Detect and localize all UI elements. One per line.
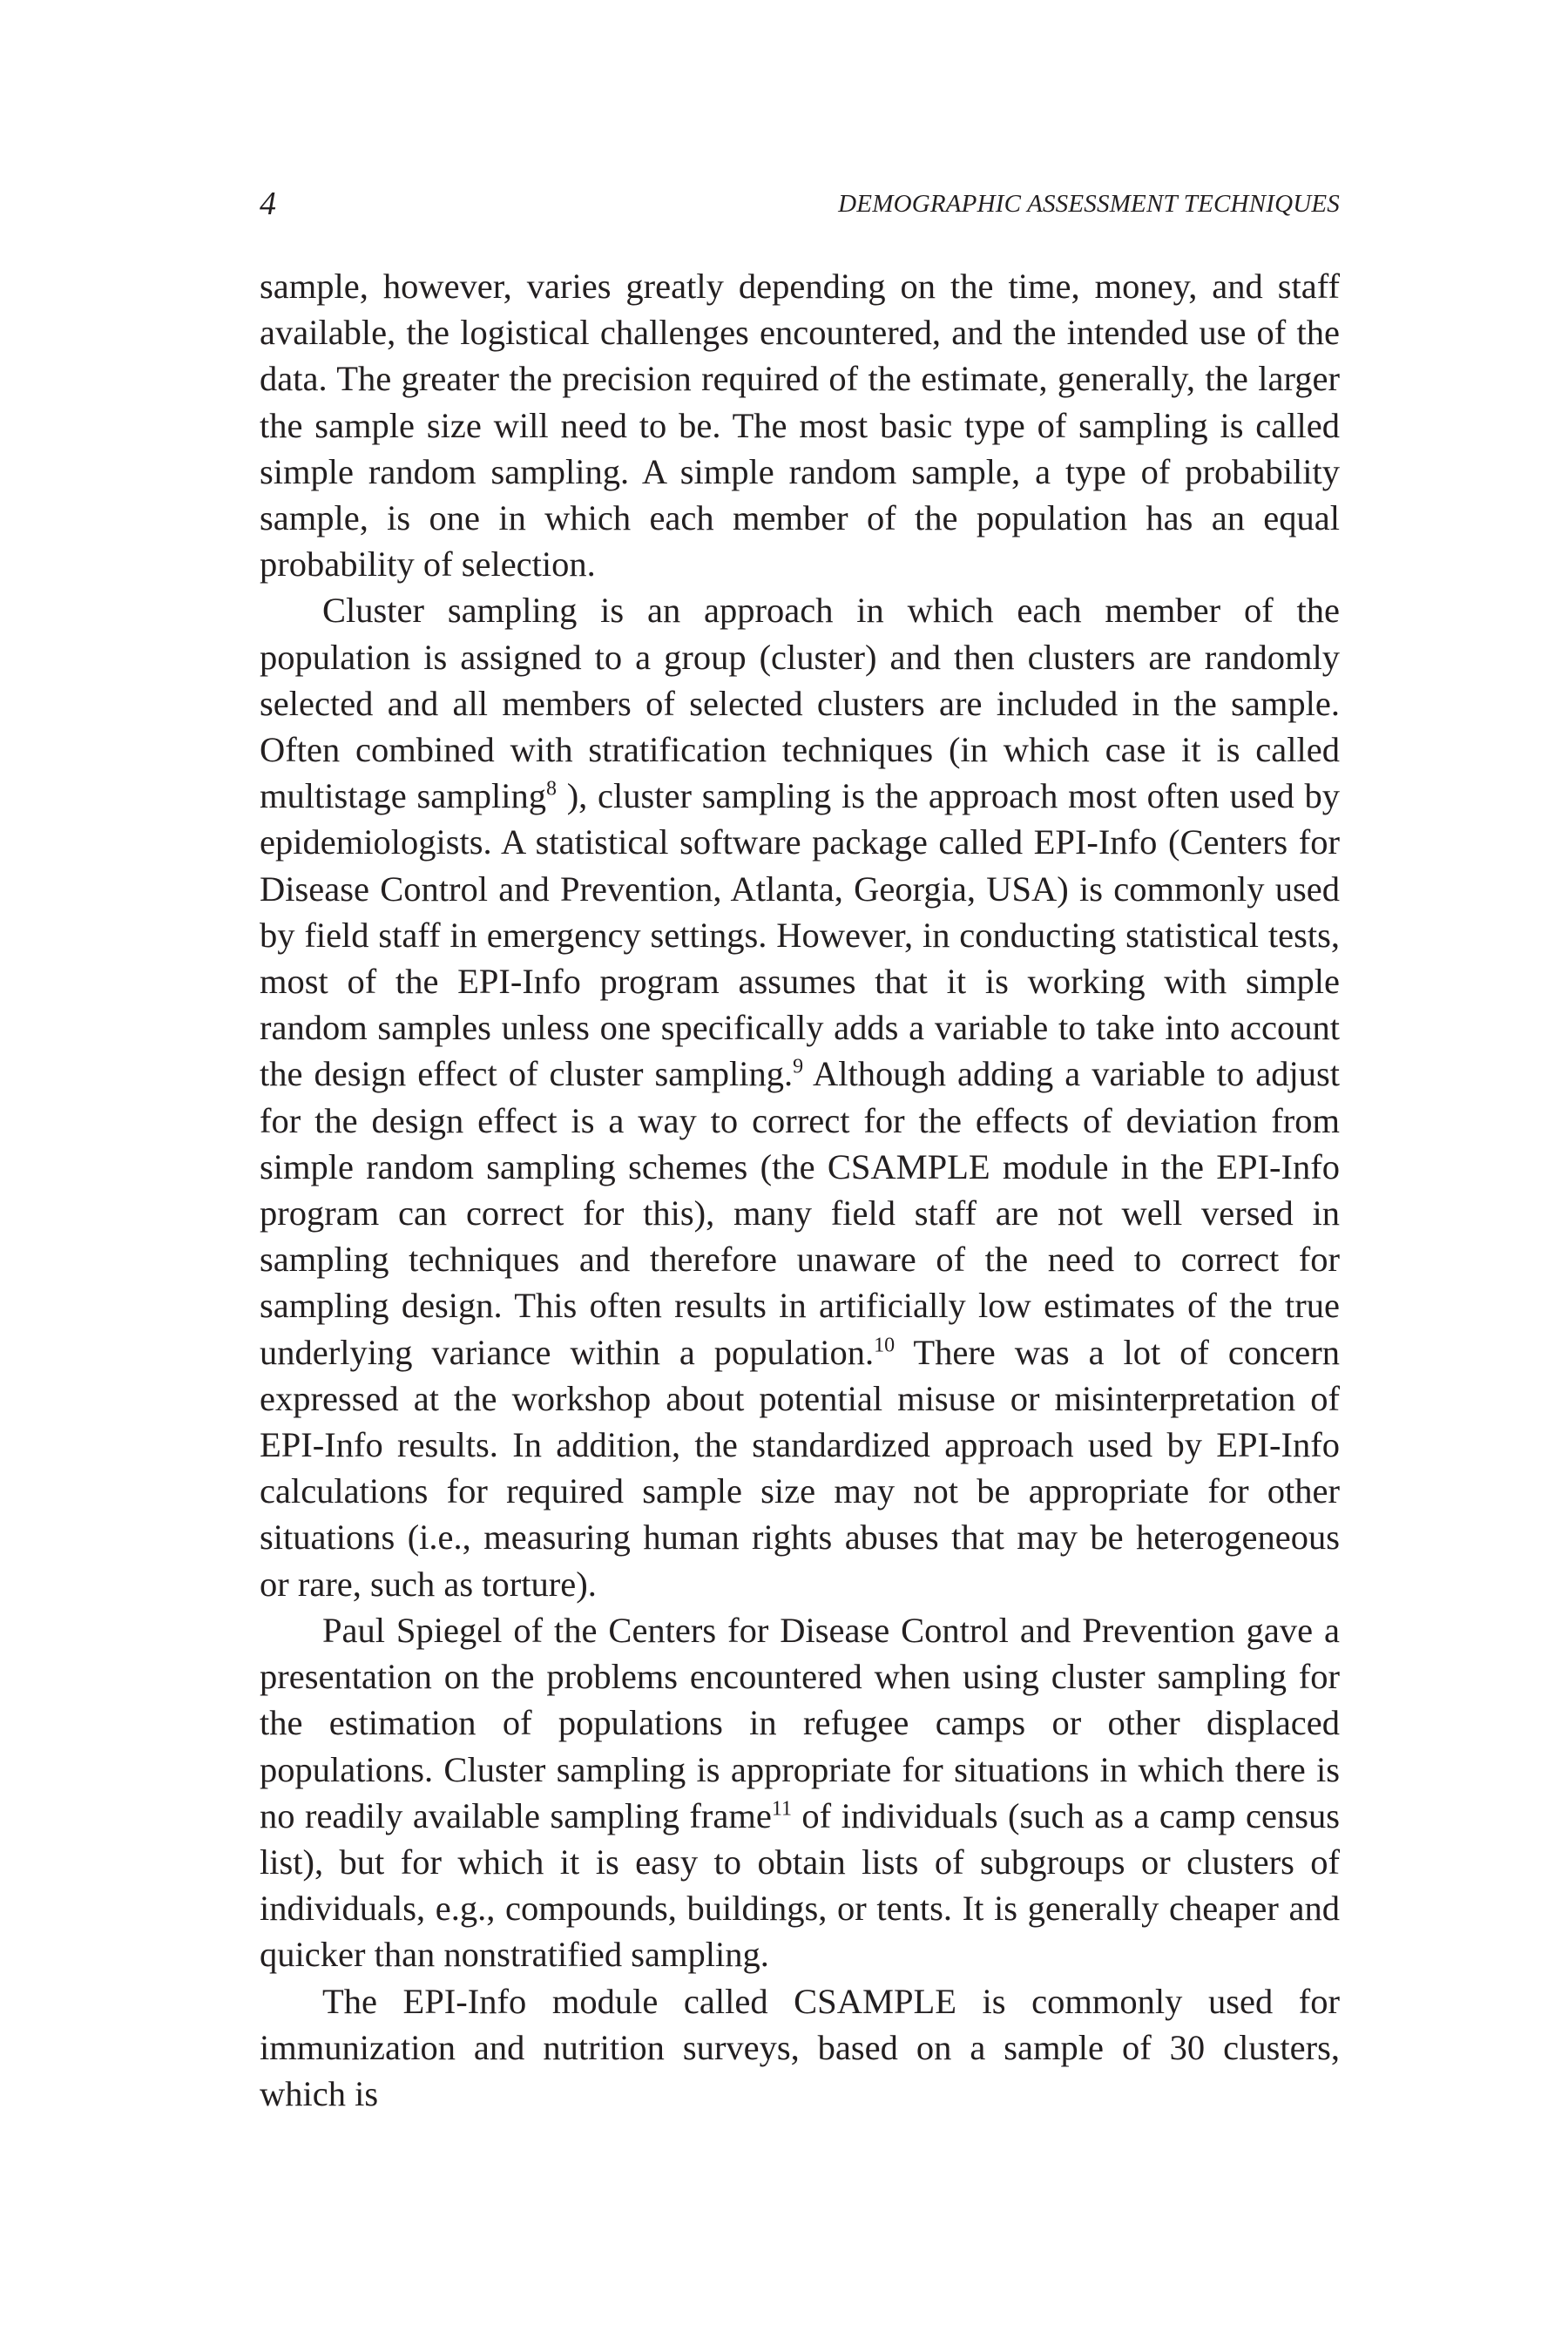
paragraph-1: sample, however, varies greatly depending on the time, money, and staff available, the logistical challenges encountered, and the intended use of the data. The greater the precision required of the estimate, generally, the larger the sample size will need to be. The most basic type of sampling is called simple random sampling. A simple random sample, a type of probability sample, is one in which each member of the population has an equal probability of selection. bbox=[260, 267, 1340, 585]
running-head bbox=[260, 185, 1340, 228]
paragraph-3 bbox=[260, 1607, 1340, 1978]
footnote-ref-9[interactable]: 9 bbox=[793, 1055, 804, 1078]
body-text bbox=[260, 263, 1340, 2117]
paragraph-3-text-1: Paul Spiegel of the Centers for Disease Control and Prevention gave a presentation on the problems encountered when using cluster sampling for the estimation of populations in refugee camps or other displaced populations. Cluster sampling is appropriate for situations in which there is no readily available sampling frame bbox=[260, 1610, 1340, 1835]
paragraph-2-text-4: There was a lot of concern expressed at the workshop about potential misuse or misinterpretation of EPI-Info results. In addition, the standardized approach used by EPI-Info calculations for required sample size may not be appropriate for other situations (i.e., measuring human rights abuses that may be heterogeneous or rare, such as torture). bbox=[260, 1332, 1341, 1604]
page-number: 4 bbox=[260, 186, 276, 222]
running-title: DEMOGRAPHIC ASSESSMENT TECHNIQUES bbox=[838, 190, 1340, 218]
paragraph-2-text-3: Although adding a variable to adjust for the design effect is a way to correct for the effects of deviation from simple random sampling schemes (the CSAMPLE module in the EPI-Info program can correct for this), many field staff are not well versed in sampling techniques and therefore unaware of the need to correct for sampling design. This often results in artificially low estimates of the true underlying variance within a population. bbox=[260, 1054, 1340, 1372]
footnote-ref-11[interactable]: 11 bbox=[771, 1797, 792, 1821]
paragraph-2-text-2: ), cluster sampling is the approach most often used by epidemiologists. A statistical software package called EPI-Info (Centers for Disease Control and Prevention, Atlanta, Georgia, USA) is commonly used by field staff in emergency settings. However, in conducting statistical tests, most of the EPI-Info program assumes that it is working with simple random samples unless one specifically adds a variable to take into account the design effect of cluster sampling. bbox=[260, 776, 1340, 1094]
paragraph-3-text-2: of individuals (such as a camp census list), but for which it is easy to obtain lists of subgroups or clusters of individuals, e.g., compounds, buildings, or tents. It is generally cheaper and quicker than nonstratified sampling. bbox=[260, 1795, 1340, 1975]
paragraph-2-text-1: Cluster sampling is an approach in which each member of the population is assigned to a group (cluster) and then clusters are randomly selected and all members of selected clusters are included in the sample. Often combined with stratification techniques (in which case it is called multistage sampling bbox=[260, 591, 1340, 816]
paragraph-2 bbox=[260, 587, 1340, 1606]
footnote-ref-8[interactable]: 8 bbox=[545, 777, 557, 801]
paragraph-4: The EPI-Info module called CSAMPLE is commonly used for immunization and nutrition surveys, based on a sample of 30 clusters, which is bbox=[260, 1981, 1340, 2113]
footnote-ref-10[interactable]: 10 bbox=[874, 1334, 896, 1357]
